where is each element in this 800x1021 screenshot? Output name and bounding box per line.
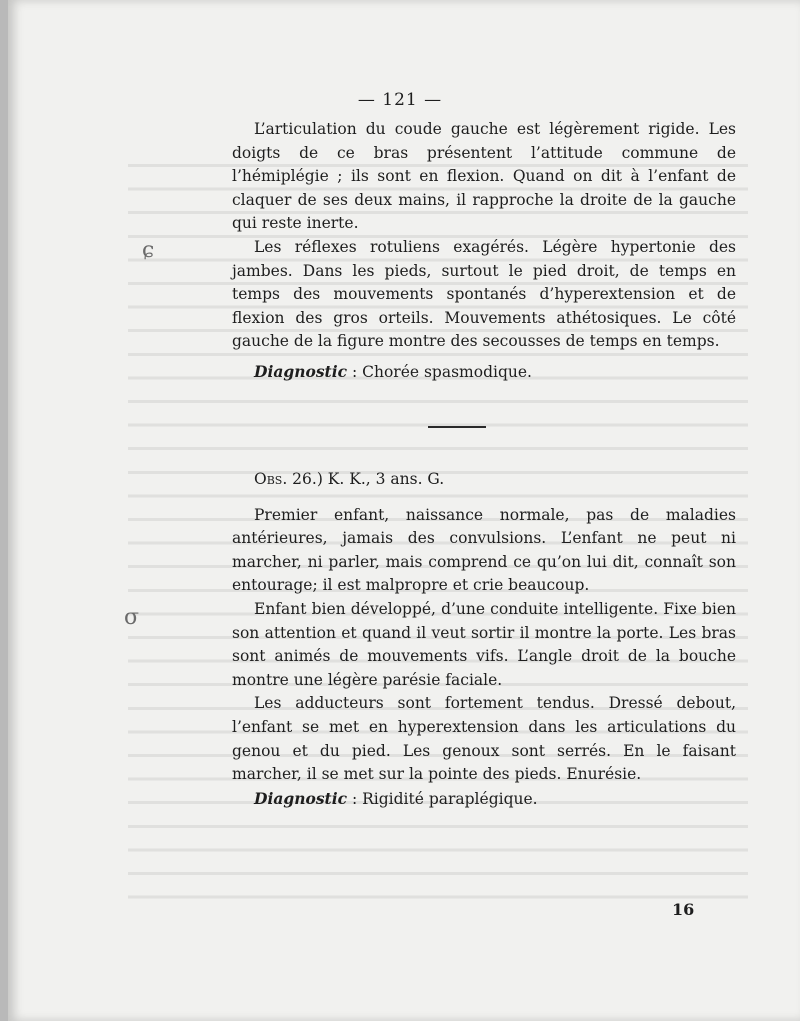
diagnostic-value: Rigidité paraplégique. — [362, 789, 538, 808]
margin-pencil-mark: σ — [124, 605, 140, 630]
diagnostic-value: Chorée spasmodique. — [362, 362, 532, 381]
paragraph: Premier enfant, naissance normale, pas de maladies antérieures, jamais des convulsions. L’enfant ne peut ni marcher, ni parler, mais comprend ce qu’on lui dit, connaît son entourage; il est malpropre et crie beaucoup. — [232, 505, 736, 595]
diagnostic-line — [232, 787, 736, 812]
page-number: — 121 — — [357, 90, 443, 110]
case-26-text — [232, 468, 736, 811]
case-25-text — [232, 118, 736, 385]
paragraph: Les réflexes rotuliens exagérés. Légère hypertonie des jambes. Dans les pieds, surtout le pied droit, de temps en temps des mouvements spontanés d’hyperextension et de flexion des gros orteils. Mouvements athétosiques. Le côté gauche de la figure montre des secousses de temps en temps. — [232, 237, 736, 351]
diagnostic-line — [232, 360, 736, 385]
diagnostic-separator: : — [347, 362, 363, 381]
margin-pencil-mark: ɕ — [142, 238, 155, 263]
paragraph: Enfant bien développé, d’une conduite intelligente. Fixe bien son attention et quand il veut sortir il montre la porte. Les bras sont animés de mouvements vifs. L’angle droit de la bouche montre une légère parésie faciale. — [232, 599, 736, 689]
observation-ref: . 26.) K. K., 3 ans. G. — [282, 470, 445, 488]
paragraph: Les adducteurs sont fortement tendus. Dressé debout, l’enfant se met en hyperextension dans les articulations du genou et du pied. Les genoux sont serrés. En le faisant marcher, il se met sur la pointe des pieds. Enurésie. — [232, 694, 736, 784]
section-divider — [428, 426, 486, 428]
sheet-signature-number: 16 — [672, 900, 695, 919]
observation-abbr: Obs — [254, 470, 283, 488]
paragraph: L’articulation du coude gauche est légèrement rigide. Les doigts de ce bras présentent l’attitude commune de l’hémiplégie ; ils sont en flexion. Quand on dit à l’enfant de claquer de ses deux mains, il rapproche la droite de la gauche qui reste inerte. — [232, 120, 736, 233]
diagnostic-separator: : — [347, 789, 363, 808]
diagnostic-label: Diagnostic — [254, 361, 348, 381]
observation-heading — [232, 468, 736, 492]
diagnostic-label: Diagnostic — [254, 788, 348, 808]
